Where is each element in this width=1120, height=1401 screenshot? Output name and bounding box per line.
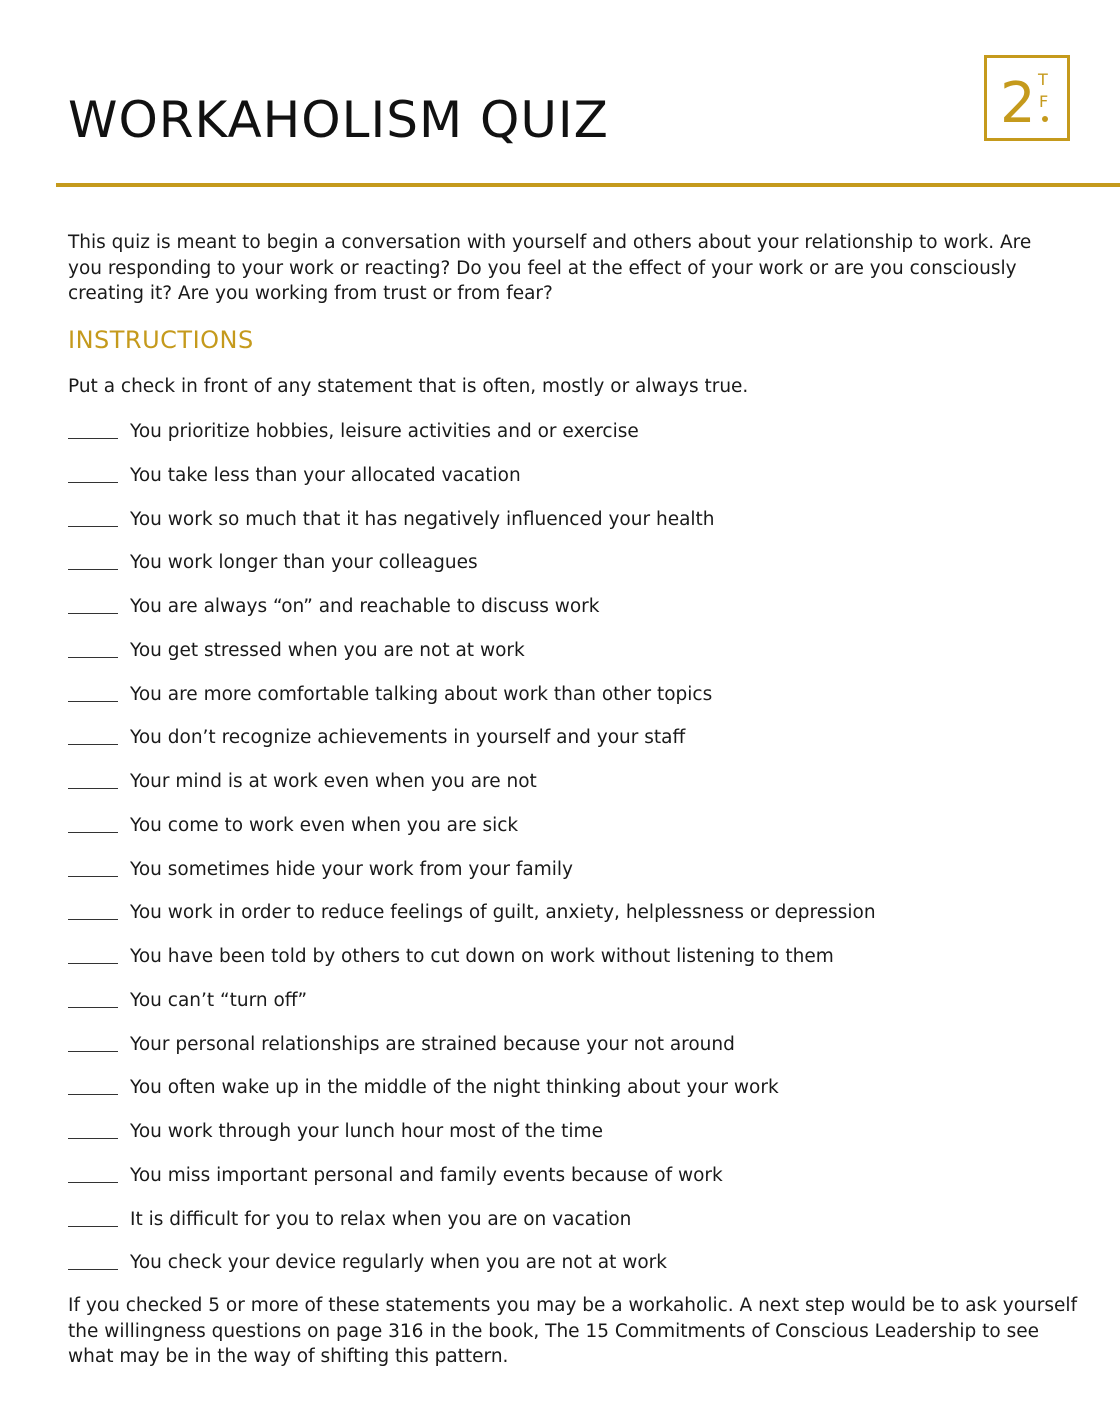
statement-item	[68, 1163, 1068, 1207]
statement-text: It is difficult for you to relax when you are on vacation	[130, 1208, 632, 1230]
check-blank[interactable]	[68, 988, 118, 1008]
check-blank[interactable]	[68, 900, 118, 920]
conclusion-paragraph: If you checked 5 or more of these statements you may be a workaholic. A next step would be to ask yourself the willingness questions on page 316 in the book, The 15 Commitments of Conscious Leadership to see what may be in the way of shifting this pattern.	[68, 1295, 1078, 1367]
instructions-heading: INSTRUCTIONS	[68, 326, 254, 354]
check-blank[interactable]	[68, 1250, 118, 1270]
header-divider	[56, 183, 1120, 187]
statement-item	[68, 900, 1068, 944]
check-blank[interactable]	[68, 1163, 118, 1183]
brand-logo	[984, 55, 1070, 141]
check-blank[interactable]	[68, 594, 118, 614]
statement-item	[68, 944, 1068, 988]
logo-letter-f: F	[1039, 92, 1049, 111]
statement-list	[68, 419, 1068, 1294]
intro-paragraph: This quiz is meant to begin a conversation with yourself and others about your relationship to work. Are you responding to your work or reacting? Do you feel at the effect of your work or are you consciously creating it? Are you working from trust or from fear?	[68, 232, 1032, 304]
statement-item	[68, 988, 1068, 1032]
logo-dot	[1042, 116, 1048, 122]
statement-text: You sometimes hide your work from your family	[130, 858, 573, 880]
statement-text: Your personal relationships are strained because your not around	[130, 1033, 735, 1055]
check-blank[interactable]	[68, 857, 118, 877]
statement-item	[68, 813, 1068, 857]
check-blank[interactable]	[68, 682, 118, 702]
logo-numeral: 2	[1000, 71, 1036, 136]
statement-text: You come to work even when you are sick	[130, 814, 519, 836]
check-blank[interactable]	[68, 1119, 118, 1139]
statement-item	[68, 1250, 1068, 1294]
statement-text: You get stressed when you are not at work	[130, 639, 525, 661]
instructions-text: Put a check in front of any statement that is often, mostly or always true.	[68, 376, 749, 397]
statement-text: You work longer than your colleagues	[130, 552, 478, 574]
statement-item	[68, 857, 1068, 901]
statement-text: You prioritize hobbies, leisure activities and or exercise	[130, 421, 639, 442]
statement-text: You have been told by others to cut down on work without listening to them	[130, 946, 834, 967]
statement-item	[68, 638, 1068, 682]
check-blank[interactable]	[68, 463, 118, 483]
statement-item	[68, 682, 1068, 726]
check-blank[interactable]	[68, 1207, 118, 1227]
check-blank[interactable]	[68, 638, 118, 658]
statement-item	[68, 594, 1068, 638]
statement-text: You check your device regularly when you are not at work	[130, 1252, 667, 1274]
statement-item	[68, 463, 1068, 507]
statement-text: You can’t “turn off”	[130, 989, 308, 1011]
statement-text: You miss important personal and family events because of work	[130, 1164, 723, 1186]
statement-text: You take less than your allocated vacation	[130, 464, 521, 486]
statement-text: You work so much that it has negatively influenced your health	[130, 508, 715, 530]
statement-item	[68, 1119, 1068, 1163]
page-title: WORKAHOLISM QUIZ	[68, 91, 609, 149]
check-blank[interactable]	[68, 550, 118, 570]
statement-item	[68, 1207, 1068, 1251]
statement-item	[68, 769, 1068, 813]
check-blank[interactable]	[68, 769, 118, 789]
check-blank[interactable]	[68, 813, 118, 833]
statement-item	[68, 507, 1068, 551]
statement-text: You are always “on” and reachable to discuss work	[130, 596, 600, 617]
check-blank[interactable]	[68, 1075, 118, 1095]
check-blank[interactable]	[68, 507, 118, 527]
check-blank[interactable]	[68, 1032, 118, 1052]
statement-text: You are more comfortable talking about work than other topics	[130, 683, 713, 705]
statement-item	[68, 1075, 1068, 1119]
check-blank[interactable]	[68, 725, 118, 745]
statement-text: Your mind is at work even when you are not	[130, 771, 537, 792]
check-blank[interactable]	[68, 419, 118, 439]
statement-item	[68, 419, 1068, 463]
statement-item	[68, 550, 1068, 594]
statement-text: You don’t recognize achievements in yourself and your staff	[130, 727, 686, 749]
statement-item	[68, 725, 1068, 769]
logo-letter-t: T	[1038, 70, 1048, 89]
statement-text: You often wake up in the middle of the night thinking about your work	[130, 1077, 779, 1099]
statement-text: You work through your lunch hour most of the time	[130, 1121, 603, 1142]
statement-text: You work in order to reduce feelings of guilt, anxiety, helplessness or depression	[130, 902, 876, 924]
statement-item	[68, 1032, 1068, 1076]
check-blank[interactable]	[68, 944, 118, 964]
